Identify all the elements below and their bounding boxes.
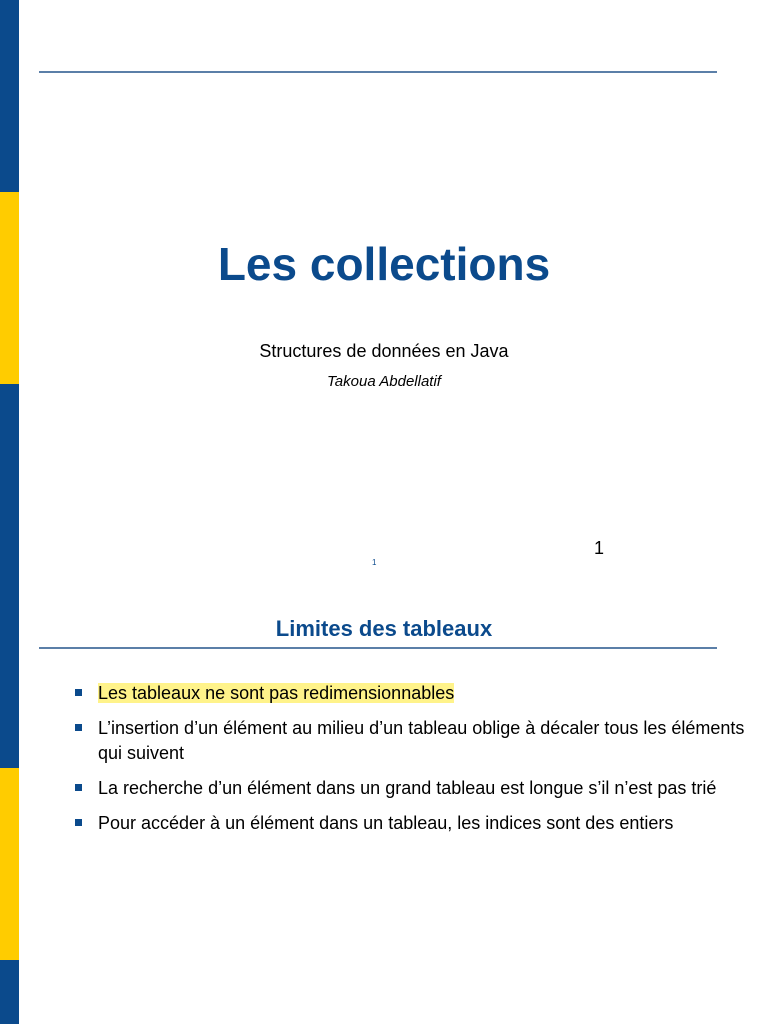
page-number: 1	[594, 538, 605, 558]
bullet-list	[74, 681, 754, 846]
header-divider	[39, 71, 717, 73]
side-stripe-blue	[0, 960, 19, 1024]
bullet-item	[74, 716, 754, 766]
square-bullet-icon	[75, 689, 82, 696]
square-bullet-icon	[75, 724, 82, 731]
bullet-item	[74, 811, 754, 836]
author-name: Takoua Abdellatif	[327, 373, 441, 390]
side-stripe-yellow	[0, 768, 19, 960]
bullet-text: La recherche d’un élément dans un grand tableau est longue s’il n’est pas trié	[98, 778, 717, 798]
square-bullet-icon	[75, 819, 82, 826]
section-title: Limites des tableaux	[275, 616, 493, 641]
side-stripe-blue	[0, 384, 19, 768]
side-stripe-blue	[0, 0, 19, 192]
bullet-item	[74, 681, 754, 706]
slide-title: Les collections	[217, 238, 551, 290]
square-bullet-icon	[75, 784, 82, 791]
bullet-text: L’insertion d’un élément au milieu d’un tableau oblige à décaler tous les éléments qui suivent	[98, 718, 745, 763]
bullet-text: Les tableaux ne sont pas redimensionnables	[98, 683, 455, 703]
bullet-item	[74, 776, 754, 801]
slide-subtitle: Structures de données en Java	[259, 341, 509, 361]
bullet-text: Pour accéder à un élément dans un tableau, les indices sont des entiers	[98, 813, 674, 833]
section-divider	[39, 647, 717, 649]
footnote-marker: 1	[372, 558, 377, 567]
